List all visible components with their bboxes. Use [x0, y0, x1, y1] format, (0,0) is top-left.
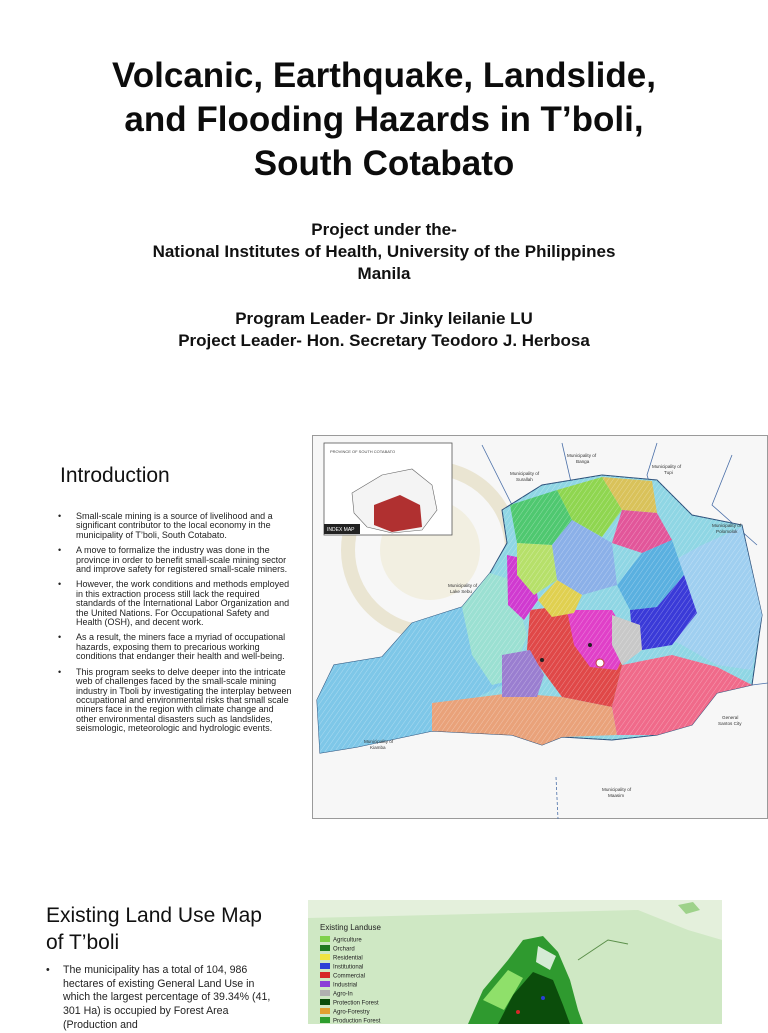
introduction-heading: Introduction [60, 464, 170, 487]
legend-swatch [320, 990, 330, 996]
label-lakesebu-2: Lake Sebu [450, 589, 472, 594]
legend-swatch [320, 981, 330, 987]
label-polomolok-2: Polomolok [716, 529, 738, 534]
landuse-heading-line: Existing Land Use Map [46, 904, 262, 927]
legend-swatch [320, 963, 330, 969]
legend-label: Agriculture [333, 937, 362, 944]
legend-label: Institutional [333, 964, 364, 971]
list-item: • Small-scale mining is a source of livelihood and a significant contributor to the local economy in the municipality of T’boli, South Cotabato. [58, 512, 294, 540]
legend-label: Industrial [333, 982, 358, 989]
introduction-bullet-list [58, 512, 294, 740]
legend-swatch [320, 999, 330, 1005]
legend-swatch [320, 945, 330, 951]
legend-label: Orchard [333, 946, 355, 953]
legend-label: Agro-Forestry [333, 1009, 370, 1016]
program-leader: Program Leader- Dr Jinky leilanie LU [235, 309, 533, 328]
legend-label: Commercial [333, 973, 366, 980]
landuse-map [308, 900, 722, 1024]
label-maasim-1: Municipality of [602, 787, 632, 792]
label-tupi-2: Tupi [664, 470, 673, 475]
legend-swatch [320, 1008, 330, 1014]
legend-swatch [320, 972, 330, 978]
landuse-commercial-dot [516, 1010, 520, 1014]
project-leader: Project Leader- Hon. Secretary Teodoro J. Herbosa [178, 331, 590, 350]
project-line: Project under the- [311, 220, 457, 239]
index-map-label: INDEX MAP [327, 527, 355, 533]
landuse-bullet-list [46, 964, 284, 1033]
legend-label: Production Forest [333, 1018, 381, 1024]
legend-swatch [320, 954, 330, 960]
title-line: South Cotabato [253, 144, 515, 183]
legend-label: Agro-In [333, 991, 353, 998]
label-lakesebu-1: Municipality of [448, 583, 478, 588]
label-polomolok-1: Municipality of [712, 523, 742, 528]
label-gensan-2: Santos City [718, 721, 742, 726]
legend-swatch [320, 1017, 330, 1023]
landuse-institutional-dot [541, 996, 545, 1000]
label-kiamba-2: Kiamba [370, 745, 386, 750]
project-line: Manila [357, 264, 411, 283]
list-item: • A move to formalize the industry was done in the province in order to benefit small-scale mining sector and improve safety for registered small-scale miners. [58, 546, 294, 574]
hazard-map [312, 435, 768, 819]
label-banga-2: Banga [576, 459, 590, 464]
town-marker [540, 658, 544, 662]
label-surallah-2: Surallah [516, 477, 533, 482]
label-gensan-1: General [722, 715, 739, 720]
title-line: Volcanic, Earthquake, Landslide, [112, 56, 656, 95]
town-marker [596, 659, 604, 667]
list-item: • As a result, the miners face a myriad of occupational hazards, exposing them to precarious working conditions that endanger their health and well-being. [58, 633, 294, 661]
list-item: • However, the work conditions and methods employed in this extraction process still lack the required standards of the International Labor Organization and the United Nations. For Occupational Safety and Health (OSH), and decent work. [58, 580, 294, 627]
project-affiliation [60, 219, 708, 285]
title-line: and Flooding Hazards in T’boli, [124, 100, 644, 139]
town-marker [588, 643, 592, 647]
landuse-heading [46, 902, 296, 956]
list-item: • This program seeks to delve deeper into the intricate web of challenges faced by the small-scale mining industry in Tboli by investigating the interplay between occupational and environmental risks that small scale miners face in the region with climate change and other environmental disasters such as landslides, seismologic, meteorologic and hydrologic events. [58, 668, 294, 734]
page-title [40, 54, 728, 186]
leaders [60, 308, 708, 352]
landuse-heading-line: of T’boli [46, 931, 120, 954]
list-item: • The municipality has a total of 104, 986 hectares of existing General Land Use in which the largest percentage of 39.34% (41, 301 Ha) is occupied by Forest Area (Production and [46, 964, 284, 1033]
label-kiamba-1: Municipality of [364, 739, 394, 744]
legend-label: Protection Forest [333, 1000, 379, 1007]
index-map-title: PROVINCE OF SOUTH COTABATO [330, 449, 396, 454]
label-surallah-1: Municipality of [510, 471, 540, 476]
legend-label: Residential [333, 955, 363, 962]
label-banga-1: Municipality of [567, 453, 597, 458]
label-maasim-2: Maasim [608, 793, 625, 798]
legend-swatch [320, 936, 330, 942]
project-line: National Institutes of Health, University of the Philippines [152, 242, 616, 261]
label-tupi-1: Municipality of [652, 464, 682, 469]
index-map-inset [324, 443, 452, 535]
landuse-legend-title: Existing Landuse [320, 923, 381, 932]
